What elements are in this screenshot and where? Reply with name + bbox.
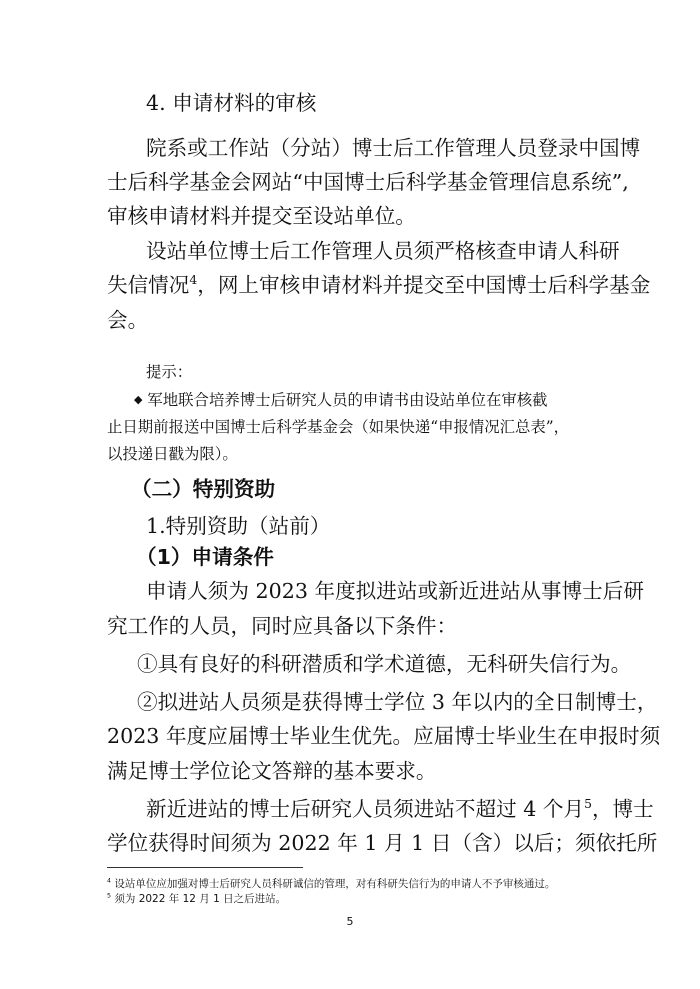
footnote-ref-5: 5 [584, 797, 592, 812]
condition-2-line: 2023 年度应届博士毕业生优先。应届博士毕业生在申报时须 [107, 724, 661, 748]
footnote-4: $^4$ 设站单位应加强对博士后研究人员科研诚信的管理，对有科研失信行为的申请人不予审核通过。 [107, 877, 556, 890]
condition-2-line: 满足博士学位论文答辩的基本要求。 [107, 759, 437, 783]
footnote-divider [107, 867, 303, 868]
tip-line: ◆ 军地联合培养博士后研究人员的申请书由设站单位在审核截 [134, 391, 548, 409]
footnote-ref-4: 4 [189, 273, 198, 288]
paragraph-line: 失信情况$^4$，网上审核申请材料并提交至中国博士后科学基金 [107, 273, 651, 297]
page-number: 5 [346, 915, 354, 928]
paragraph-line: 究工作的人员，同时应具备以下条件： [107, 614, 458, 638]
paragraph-line: 士后科学基金会网站“中国博士后科学基金管理信息系统”, [107, 170, 629, 194]
tip-label: 提示： [146, 363, 193, 381]
paragraph-line: 院系或工作站（分站）博士后工作管理人员登录中国博 [146, 136, 641, 160]
paragraph-line: 审核申请材料并提交至设站单位。 [107, 204, 416, 228]
tip-line: 止日期前报送中国博士后科学基金会（如果快递“申报情况汇总表”， [107, 418, 570, 436]
tip-line: 以投递日戳为限）。 [107, 445, 238, 463]
diamond-bullet-icon: ◆ [134, 393, 143, 406]
condition-2-line: ②拟进站人员须是获得博士学位 3 年以内的全日制博士， [137, 690, 658, 714]
footnote-5: $^5$ 须为 2022 年 12 月 1 日之后进站。 [107, 892, 287, 905]
paragraph-line: 学位获得时间须为 2022 年 1 月 1 日（含）以后；须依托所 [107, 831, 658, 855]
part-heading-special-funding: （二）特别资助 [131, 477, 276, 501]
paragraph-line: 设站单位博士后工作管理人员须严格核查申请人科研 [146, 239, 620, 263]
condition-1: ①具有良好的科研潜质和学术道德，无科研失信行为。 [137, 652, 632, 676]
subheading-pre-station: 1.特别资助（站前） [146, 514, 331, 538]
paragraph-line: 会。 [107, 308, 149, 332]
section-heading-review: 4. 申请材料的审核 [146, 91, 317, 115]
paragraph-line: 申请人须为 2023 年度拟进站或新近进站从事博士后研 [146, 579, 644, 603]
subheading-conditions: （1）申请条件 [136, 545, 274, 569]
paragraph-line: 新近进站的博士后研究人员须进站不超过 4 个月$^5$，博士 [146, 797, 654, 821]
